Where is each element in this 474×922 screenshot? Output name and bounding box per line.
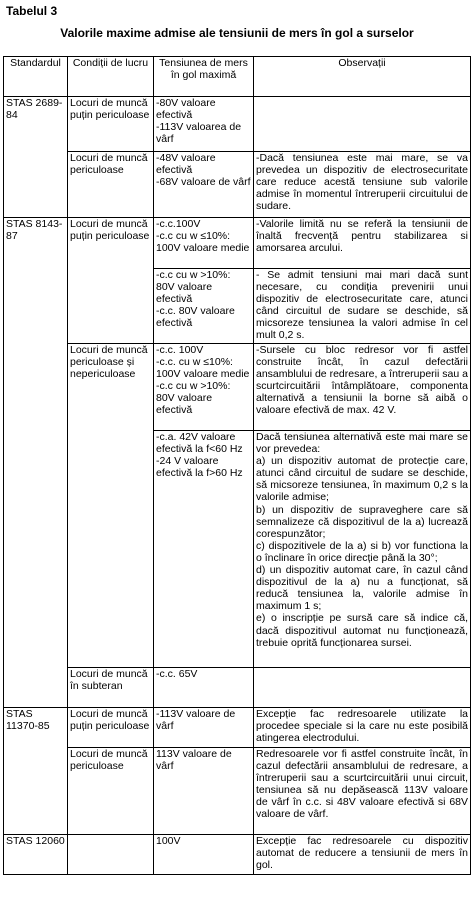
conditions-cell: Locuri de muncă în subteran — [68, 668, 154, 708]
conditions-cell: Locuri de muncă periculoase — [68, 748, 154, 835]
table-row — [4, 668, 471, 708]
conditions-cell: Locuri de muncă puțin periculoase — [68, 97, 154, 152]
observation-line: b) un dispozitiv de supraveghere care să semnalizeze că dispozitivul de la a) lucrează corespunzător; — [256, 503, 468, 540]
header-voltage: Tensiunea de mers în gol maximă — [154, 57, 254, 97]
standard-cell: STAS 2689-84 — [4, 97, 68, 218]
standard-cell: STAS 8143-87 — [4, 218, 68, 708]
observations-cell: Excepție fac redresoarele utilizate la procedee speciale si la care nu este posibilă atingerea electrodului. — [254, 708, 471, 748]
table-row — [4, 748, 471, 835]
conditions-cell: Locuri de muncă puțin periculoase — [68, 708, 154, 748]
observations-cell — [254, 431, 471, 668]
voltage-cell: 113V valoare de vârf — [154, 748, 254, 835]
standard-cell: STAS 11370-85 — [4, 708, 68, 835]
table-row — [4, 218, 471, 269]
conditions-cell — [68, 835, 154, 875]
standard-cell: STAS 12060 — [4, 835, 68, 875]
header-standard: Standardul — [4, 57, 68, 97]
observations-cell: -Sursele cu bloc redresor vor fi astfel construite încât, în cazul defectării ansamblului de redresare, a întreruperii sau a scurtcircuitării întâmplătoare, componenta alternativă a tensiunii la borne să aibă o valoare efectivă de max. 42 V. — [254, 344, 471, 431]
header-conditions: Condiții de lucru — [68, 57, 154, 97]
table-number-label: Tabelul 3 — [6, 4, 58, 18]
table-header-row — [4, 57, 471, 97]
observations-cell: -Dacă tensiunea este mai mare, se va prevedea un dispozitiv de electrosecuritate care reduce acestă tensiune sub valorile admise în momentul întreruperii circuitului de sudare. — [254, 152, 471, 218]
observation-line: c) dispozitivele de la a) si b) vor functiona la o înclinare în orice direcție până la 30°; — [256, 539, 468, 564]
voltage-cell: -80V valoare efectivă -113V valoarea de vârf — [154, 97, 254, 152]
observation-line: d) un dispozitiv automat care, în cazul când dispozitivul de la a) nu a funcționat, să reducă tensiunea la, valorile admise în maximum 1 s; — [256, 564, 468, 613]
table-title: Valorile maxime admise ale tensiunii de mers în gol a surselor — [60, 26, 414, 40]
observation-line: e) o inscripție pe sursă care să indice că, dacă dispozitivul automat nu funcționează, trebuie oprită funcționarea sursei. — [256, 612, 468, 649]
voltage-cell: -c.c. 65V — [154, 668, 254, 708]
table-row — [4, 708, 471, 748]
observations-cell: Excepție fac redresoarele cu dispozitiv automat de reducere a tensiunii de mers în gol. — [254, 835, 471, 875]
table-row — [4, 152, 471, 218]
observations-cell — [254, 97, 471, 152]
voltage-cell: -c.a. 42V valoare efectivă la f<60 Hz -24 V valoare efectivă la f>60 Hz — [154, 431, 254, 668]
conditions-cell: Locuri de muncă periculoase — [68, 152, 154, 218]
voltage-cell: 100V — [154, 835, 254, 875]
observations-cell — [254, 668, 471, 708]
observations-cell: - Se admit tensiuni mai mari dacă sunt necesare, cu condiția prevenirii unui dispozitiv de electrosecuritate care, atunci când circuitul de sudare se deschide, să micsoreze tensiunea la valori admise în cel mult 0,2 s. — [254, 269, 471, 344]
observations-cell: Redresoarele vor fi astfel construite încât, în cazul defectării ansamblului de redresare, a întreruperii sau a scurtcircuitării unui circuit, tensiunea să nu depăsească 113V valoare de vârf în c.c. si 48V valoare efectivă si 68V valoare de vârf. — [254, 748, 471, 835]
conditions-cell: Locuri de muncă periculoase și nepericuloase — [68, 344, 154, 668]
voltage-cell: -113V valoare de vârf — [154, 708, 254, 748]
table-row — [4, 344, 471, 431]
header-observations: Observații — [254, 57, 471, 97]
voltage-limits-table — [3, 56, 471, 875]
voltage-cell: -c.c.100V -c.c cu w ≤10%: 100V valoare medie — [154, 218, 254, 269]
voltage-cell: -48V valoare efectivă -68V valoare de vârf — [154, 152, 254, 218]
observation-line: a) un dispozitiv automat de protecție care, atunci când circuitul de sudare se deschide, să micsoreze tensiunea, în maximum 0,2 s la valorile admise; — [256, 455, 468, 504]
table-row — [4, 97, 471, 152]
table-row — [4, 835, 471, 875]
observation-line: Dacă tensiunea alternativă este mai mare se vor prevedea: — [256, 431, 468, 456]
voltage-cell: -c.c. 100V -c.c. cu w ≤10%: 100V valoare medie -c.c cu w >10%: 80V valoare efectivă — [154, 344, 254, 431]
voltage-cell: -c.c cu w >10%: 80V valoare efectivă -c.c. 80V valoare efectivă — [154, 269, 254, 344]
conditions-cell: Locuri de muncă puțin periculoase — [68, 218, 154, 344]
observations-cell: -Valorile limită nu se referă la tensiunii de înaltă frecvență pentru stabilizarea si amorsarea arcului. — [254, 218, 471, 269]
